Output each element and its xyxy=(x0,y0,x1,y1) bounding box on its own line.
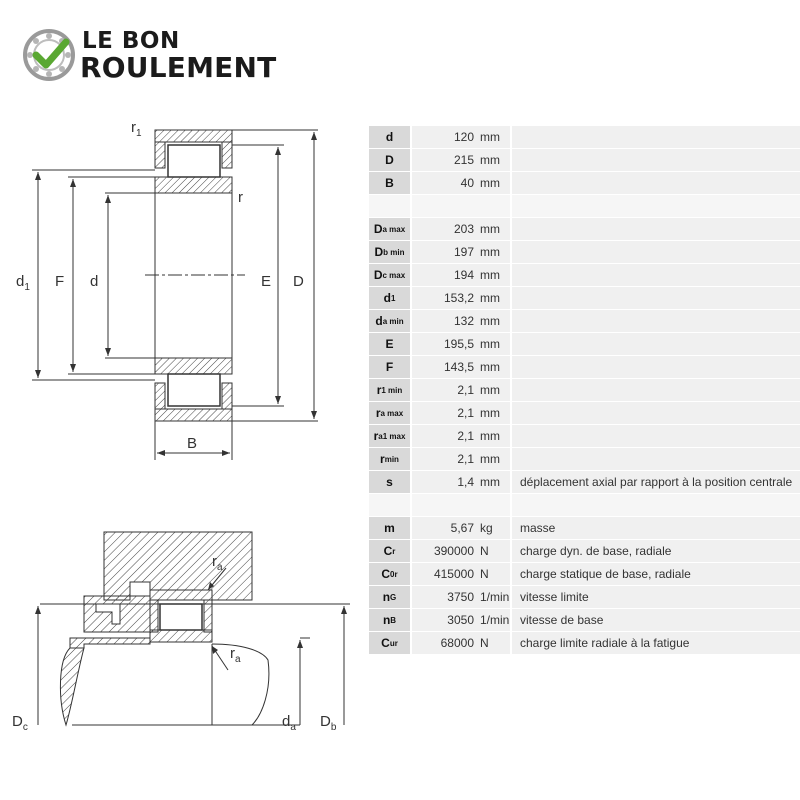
label-E: E xyxy=(261,273,272,290)
spec-description xyxy=(512,448,800,470)
spec-symbol: n B xyxy=(369,609,410,631)
spec-value: 3750 xyxy=(412,586,478,608)
spec-symbol: E xyxy=(369,333,410,355)
spacer-row xyxy=(369,195,800,217)
spec-unit: N xyxy=(478,632,510,654)
spec-description xyxy=(512,172,800,194)
dimensions-group xyxy=(369,126,800,194)
spec-symbol: s xyxy=(369,471,410,493)
spec-description xyxy=(512,333,800,355)
spec-description xyxy=(512,425,800,447)
spec-symbol: C 0r xyxy=(369,563,410,585)
spec-symbol: d 1 xyxy=(369,287,410,309)
brand-logo xyxy=(22,26,302,86)
spec-description xyxy=(512,287,800,309)
spec-value: 194 xyxy=(412,264,478,286)
spec-unit: mm xyxy=(478,172,510,194)
spec-description xyxy=(512,126,800,148)
bearing-section-drawing xyxy=(0,110,340,480)
spec-value: 2,1 xyxy=(412,402,478,424)
spec-value: 68000 xyxy=(412,632,478,654)
spec-unit: mm xyxy=(478,356,510,378)
label-d: d xyxy=(90,273,99,290)
brand-line1: LE BON xyxy=(82,28,180,54)
spec-value: 132 xyxy=(412,310,478,332)
spec-unit: mm xyxy=(478,448,510,470)
spec-symbol: D xyxy=(369,149,410,171)
spec-row xyxy=(369,264,800,286)
spec-value: 215 xyxy=(412,149,478,171)
mounting-detail-drawing xyxy=(0,520,360,750)
label-ra-top: $r_a$ xyxy=(212,553,223,573)
spec-symbol: C r xyxy=(369,540,410,562)
label-r1: $r_1$ xyxy=(131,119,142,139)
spec-symbol: D b min xyxy=(369,241,410,263)
spec-row xyxy=(369,563,800,585)
spec-row xyxy=(369,402,800,424)
spec-value: 2,1 xyxy=(412,448,478,470)
spec-value: 143,5 xyxy=(412,356,478,378)
spec-symbol: D a max xyxy=(369,218,410,240)
spec-symbol: F xyxy=(369,356,410,378)
label-B: B xyxy=(187,435,198,452)
spec-description: charge dyn. de base, radiale xyxy=(512,540,800,562)
spec-value: 203 xyxy=(412,218,478,240)
spec-unit: mm xyxy=(478,126,510,148)
brand-line2: ROULEMENT xyxy=(80,51,277,84)
spec-unit: mm xyxy=(478,149,510,171)
label-F: F xyxy=(55,273,65,290)
spec-unit: mm xyxy=(478,264,510,286)
spec-description xyxy=(512,218,800,240)
spec-symbol: m xyxy=(369,517,410,539)
label-ra-bottom: $r_a$ xyxy=(230,645,241,665)
spec-unit: mm xyxy=(478,471,510,493)
spec-symbol: r 1 min xyxy=(369,379,410,401)
spec-row xyxy=(369,172,800,194)
spec-value: 390000 xyxy=(412,540,478,562)
spec-unit: mm xyxy=(478,333,510,355)
spacer-row xyxy=(369,494,800,516)
mounting-group xyxy=(369,218,800,493)
spec-description xyxy=(512,241,800,263)
spec-description: masse xyxy=(512,517,800,539)
spec-unit: mm xyxy=(478,287,510,309)
spec-unit: N xyxy=(478,540,510,562)
spec-row xyxy=(369,149,800,171)
spec-row xyxy=(369,586,800,608)
spec-table xyxy=(369,126,800,655)
spec-row xyxy=(369,356,800,378)
label-r: r xyxy=(238,189,243,206)
spec-unit: mm xyxy=(478,310,510,332)
spec-description xyxy=(512,379,800,401)
spec-description: vitesse de base xyxy=(512,609,800,631)
spec-symbol: D c max xyxy=(369,264,410,286)
spec-row xyxy=(369,333,800,355)
label-d1: $d_1$ xyxy=(16,273,30,293)
spec-description xyxy=(512,402,800,424)
spec-value: 153,2 xyxy=(412,287,478,309)
spec-row xyxy=(369,448,800,470)
label-Db: $D_b$ xyxy=(320,713,337,733)
spec-row xyxy=(369,609,800,631)
spec-value: 3050 xyxy=(412,609,478,631)
label-Dc: $D_c$ xyxy=(12,713,28,733)
spec-description: déplacement axial par rapport à la position centrale xyxy=(512,471,800,493)
spec-row xyxy=(369,218,800,240)
spec-unit: mm xyxy=(478,241,510,263)
spec-unit: kg xyxy=(478,517,510,539)
spec-row xyxy=(369,310,800,332)
spec-value: 2,1 xyxy=(412,379,478,401)
spec-symbol: r a max xyxy=(369,402,410,424)
spec-value: 195,5 xyxy=(412,333,478,355)
spec-value: 197 xyxy=(412,241,478,263)
spec-unit: mm xyxy=(478,218,510,240)
spec-value: 40 xyxy=(412,172,478,194)
spec-row xyxy=(369,425,800,447)
spec-description xyxy=(512,356,800,378)
spec-description xyxy=(512,310,800,332)
label-da: $d_a$ xyxy=(282,713,296,733)
spec-value: 5,67 xyxy=(412,517,478,539)
spec-unit: mm xyxy=(478,379,510,401)
spec-symbol: r min xyxy=(369,448,410,470)
spec-description xyxy=(512,264,800,286)
spec-description: charge statique de base, radiale xyxy=(512,563,800,585)
spec-value: 120 xyxy=(412,126,478,148)
spec-row xyxy=(369,241,800,263)
spec-unit: mm xyxy=(478,425,510,447)
spec-symbol: n G xyxy=(369,586,410,608)
spec-unit: mm xyxy=(478,402,510,424)
spec-description: vitesse limite xyxy=(512,586,800,608)
spec-value: 1,4 xyxy=(412,471,478,493)
spec-value: 415000 xyxy=(412,563,478,585)
spec-unit: N xyxy=(478,563,510,585)
spec-symbol: C ur xyxy=(369,632,410,654)
spec-symbol: d a min xyxy=(369,310,410,332)
spec-row xyxy=(369,517,800,539)
spec-symbol: d xyxy=(369,126,410,148)
spec-description xyxy=(512,149,800,171)
spec-description: charge limite radiale à la fatigue xyxy=(512,632,800,654)
label-D: D xyxy=(293,273,304,290)
spec-symbol: B xyxy=(369,172,410,194)
performance-group xyxy=(369,517,800,654)
spec-unit: 1/min xyxy=(478,586,510,608)
spec-unit: 1/min xyxy=(478,609,510,631)
spec-row xyxy=(369,126,800,148)
spec-value: 2,1 xyxy=(412,425,478,447)
bearing-check-icon xyxy=(22,28,76,82)
spec-row xyxy=(369,540,800,562)
spec-row xyxy=(369,471,800,493)
spec-symbol: r a1 max xyxy=(369,425,410,447)
spec-row xyxy=(369,287,800,309)
spec-row xyxy=(369,632,800,654)
spec-row xyxy=(369,379,800,401)
